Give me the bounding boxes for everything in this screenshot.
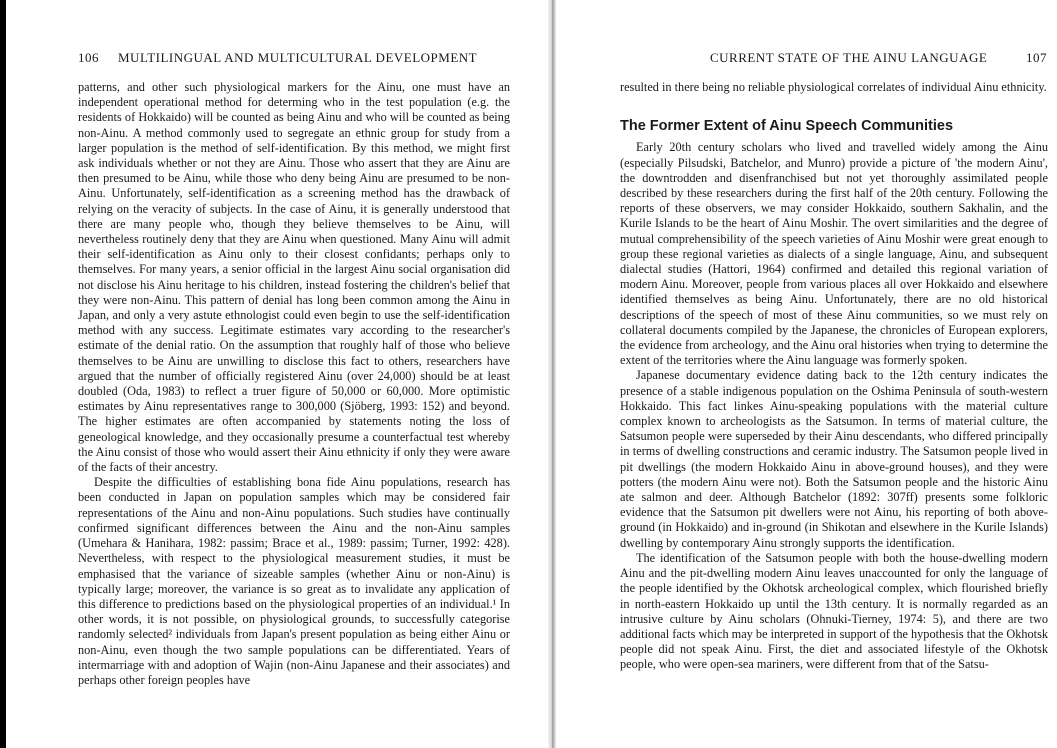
- right-paragraph-3: The identification of the Satsumon people with both the house-dwelling modern Ainu and the pit-dwelling modern Ainu leaves unaccounted for only the language of the people identified by the Okhotsk archeological complex, which flourished briefly in north-eastern Hokkaido up until the 13th century. It is normally regarded as an intrusive culture by Ainu scholars (Ohnuki-Tierney, 1974: 5), and there are two additional facts which may be interpreted in support of the hypothesis that the Okhotsk people did not speak Ainu. First, the diet and associated lifestyle of the Okhotsk people, who were open-sea mariners, were different from that of the Satsu-: [620, 550, 1048, 672]
- book-spine: [548, 0, 556, 748]
- left-paragraph-1: patterns, and other such physiological markers for the Ainu, one must have an independent operational method for determing who in the test population (e.g. the residents of Hokkaido) will be counted as being Ainu and who will be counted as being non-Ainu. A method commonly used to segregate an ethnic group for study from a larger population is the method of self-identification. By this method, we might first ask individuals whether or not they are Ainu. Those who assert that they are Ainu are then presumed to be Ainu, while those who deny being Ainu are presumed to be non-Ainu. Unfortunately, self-identification as a screening method has the drawback of relying on the veracity of subjects. In the case of Ainu, it is generally understood that there are many people who, though they believe themselves to be Ainu, will nevertheless routinely deny that they are Ainu when questioned. Many Ainu will admit their self-identification as Ainu only to their closest confidants; perhaps only to themselves. For many years, a senior official in the largest Ainu social organisation did not disclose his Ainu heritage to his children, instead fostering the children's belief that they were non-Ainu. This pattern of denial has long been common among the Ainu in Japan, and only a very astute ethnologist could even begin to use the self-identification method with any success. Legitimate estimates vary according to the researcher's estimate of the denial ratio. On the assumption that roughly half of those who believe themselves to be Ainu are unwilling to disclose this fact to others, researchers have argued that the number of officially registered Ainu (over 24,000) should be at least doubled (Oda, 1983) to reflect a truer figure of 50,000 or 60,000. More optimistic estimates by Ainu representatives range to 300,000 (Sjöberg, 1993: 152) and beyond. The higher estimates are often accompanied by statements noting the loss of geneological knowledge, and they occasionally presume a counterfactual test whereby the Ainu consist of those who would assert their Ainu ethnicity if only they were aware of the facts of their ancestry.: [78, 80, 510, 475]
- right-paragraph-2: Japanese documentary evidence dating back to the 12th century indicates the presence of a stable indigenous population on the Oshima Peninsula of south-western Hokkaido. This fact linkes Ainu-speaking populations with the material culture complex known to archeologists as the Satsumon. In terms of material culture, the Satsumon people were superseded by their Ainu descendants, who differed principally in terms of dwelling constructions and ceramic industry. The Satsumon people lived in pit dwellings (the modern Hokkaido Ainu in above-ground houses), and they were potters (the modern Ainu were not). Both the Satsumon people and the historic Ainu ate salmon and deer. Although Batchelor (1892: 307ff) presents some folkloric evidence that the Satsumon pit dwellers were not Ainu, his reporting of both above-ground (in Hokkaido) and in-ground (in Shikotan and elsewhere in the Kurile Islands) dwelling by contemporary Ainu strongly supports the identification.: [620, 368, 1048, 550]
- page-number-left: 106: [78, 50, 99, 65]
- right-page: [556, 0, 1057, 748]
- right-body-text: [620, 80, 1048, 673]
- page-number-right: 107: [1026, 50, 1047, 65]
- running-head-right: CURRENT STATE OF THE AINU LANGUAGE: [710, 50, 988, 65]
- right-paragraph-1: Early 20th century scholars who lived and travelled widely among the Ainu (especially Pilsudski, Batchelor, and Munro) provide a picture of 'the modern Ainu', the downtrodden and disenfranchised but not yet thoroughly assimilated people described by these researchers during the first half of the 20th century. Following the reports of these observers, we may consider Hokkaido, southern Sakhalin, and the Kurile Islands to be the heart of Ainu Moshir. The overt similarities and the degree of mutual comprehensibility of the speech varieties of Ainu Moshir were great enough to group these regional varieties as dialects of a single language, Ainu, and subsequent dialectal studies (Hattori, 1964) confirmed and detailed this regional variation of modern Ainu. Moreover, people from various places all over Hokkaido and elsewhere identified themselves as being Ainu. Unfortunately, there are no old historical descriptions of the speech of most of these Ainu communities, so we must rely on collateral documents compiled by the Japanese, the chronicles of European explorers, the evidence from archeology, and the Ainu oral histories when trying to determine the extent of the territories where the Ainu language was formerly spoken.: [620, 140, 1048, 368]
- right-lead-paragraph: resulted in there being no reliable physiological correlates of individual Ainu ethnicity.: [620, 80, 1047, 94]
- running-head-left: MULTILINGUAL AND MULTICULTURAL DEVELOPMENT: [118, 50, 478, 65]
- left-body-text: [78, 80, 510, 688]
- section-heading: The Former Extent of Ainu Speech Communities: [620, 118, 954, 135]
- left-paragraph-2: Despite the difficulties of establishing bona fide Ainu populations, research has been conducted in Japan on population samples which may be considered fair representations of the Ainu and non-Ainu populations. Such studies have continually confirmed significant differences between the Ainu and the non-Ainu samples (Umehara & Hanihara, 1982: passim; Brace et al., 1989: passim; Turner, 1992: 428). Nevertheless, with respect to the physiological measurement studies, it must be emphasised that the variance of sizeable samples (whether Ainu or non-Ainu) is typically large; moreover, the variance is so great as to invalidate any application of this difference to predictions based on the physiological properties of an individual.¹ In other words, it is not possible, on physiological grounds, to successfully categorise randomly selected² individuals from Japan's present population as being either Ainu or non-Ainu, even though the two sample populations can be differentiated. Years of intermarriage with and adoption of Wajin (non-Ainu Japanese and their associates) and perhaps other foreign peoples have: [78, 475, 510, 687]
